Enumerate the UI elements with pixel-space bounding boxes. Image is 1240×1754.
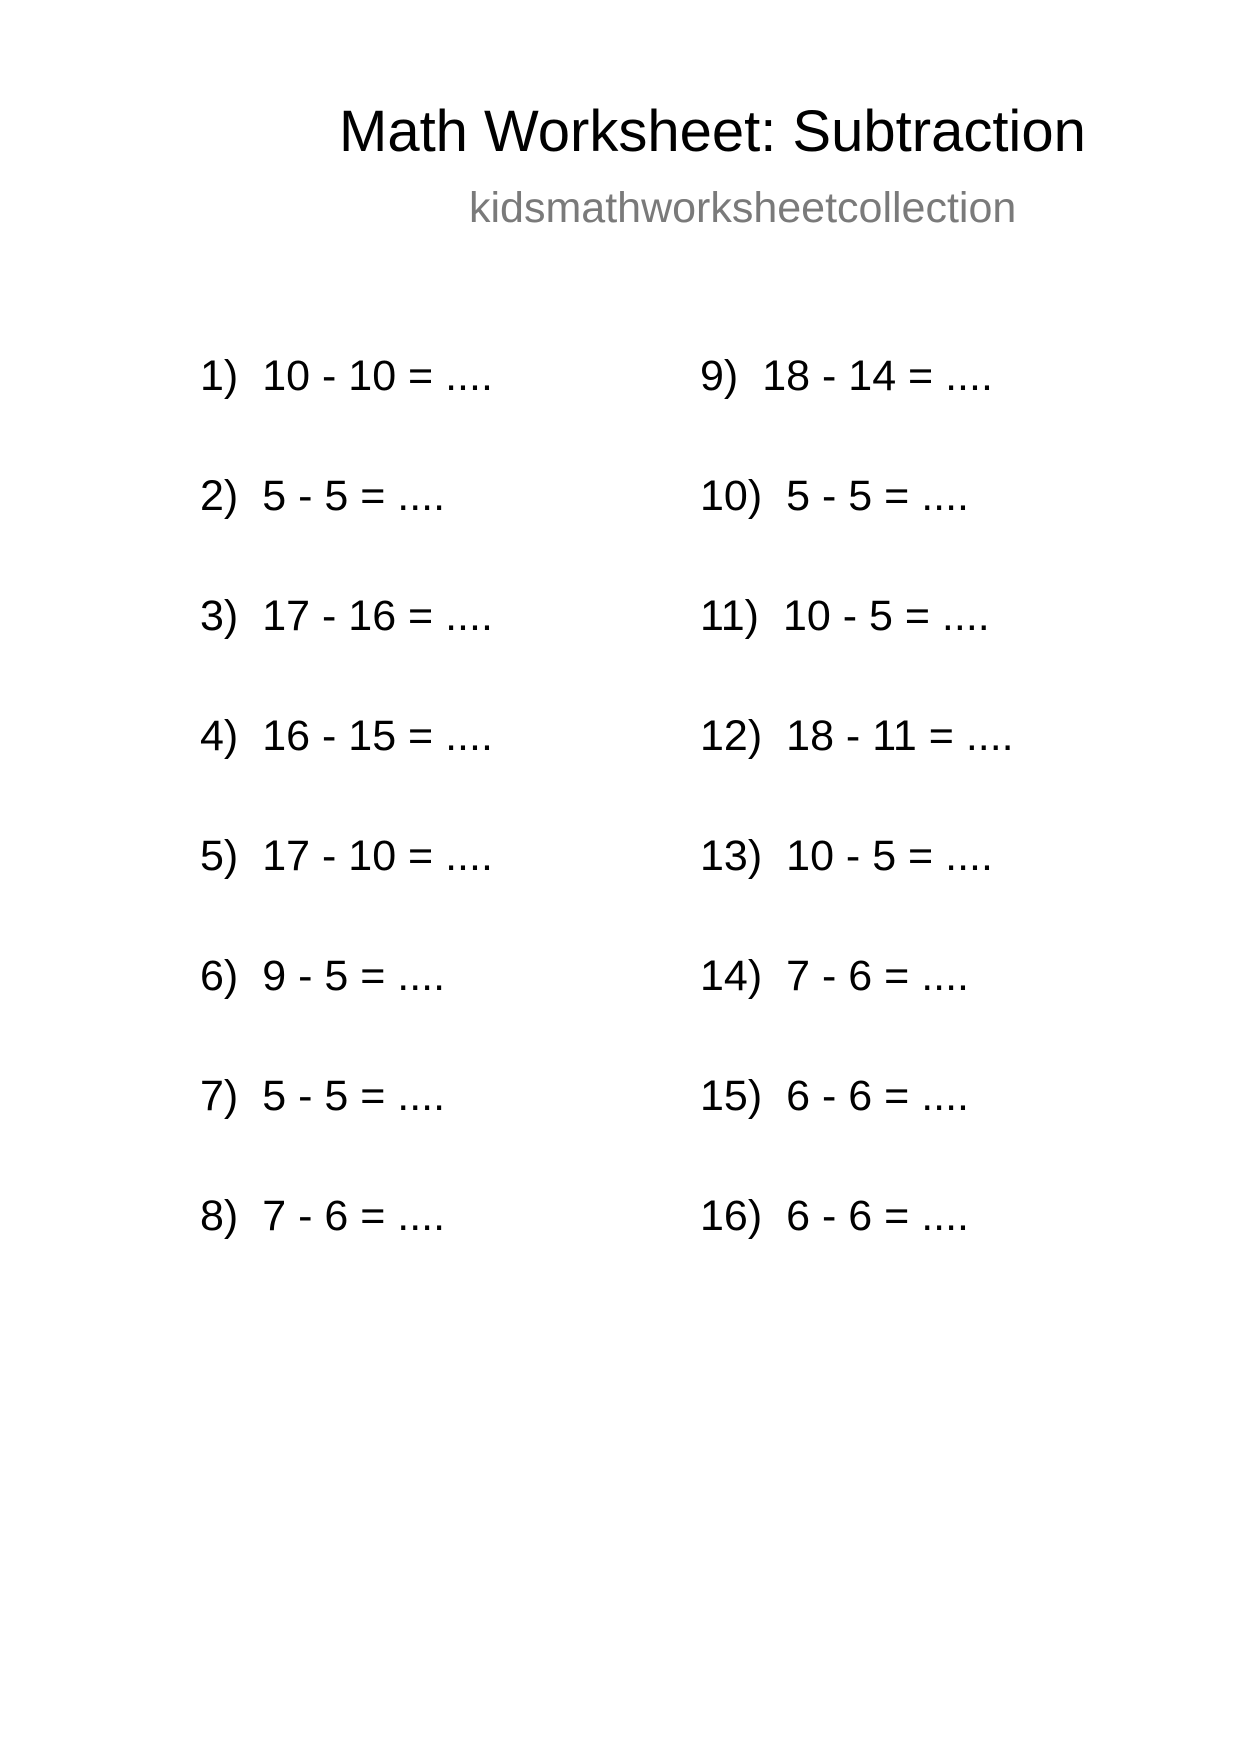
problem-10 (700, 470, 969, 522)
page-subtitle: kidsmathworksheetcollection (469, 184, 1017, 232)
problem-expression: 5 - 5 = .... (786, 472, 969, 520)
problem-expression: 18 - 11 = .... (786, 712, 1014, 760)
problem-expression: 10 - 5 = .... (782, 592, 990, 640)
problem-number: 6) (200, 952, 239, 1000)
problem-number: 16) (700, 1192, 763, 1240)
problem-12 (700, 710, 1014, 762)
problem-4 (200, 710, 493, 762)
problem-number: 14) (700, 952, 763, 1000)
problem-7 (200, 1070, 445, 1122)
problem-number: 3) (200, 592, 239, 640)
problem-14 (700, 950, 969, 1002)
problem-expression: 6 - 6 = .... (786, 1192, 969, 1240)
problem-number: 12) (700, 712, 763, 760)
problem-13 (700, 830, 993, 882)
problem-expression: 16 - 15 = .... (262, 712, 493, 760)
problem-expression: 5 - 5 = .... (262, 472, 446, 520)
problem-number: 9) (700, 352, 739, 400)
problem-expression: 7 - 6 = .... (262, 1192, 446, 1240)
problem-8 (200, 1190, 445, 1242)
problem-number: 4) (200, 712, 239, 760)
problem-number: 1) (200, 352, 239, 400)
problem-3 (200, 590, 493, 642)
problem-expression: 5 - 5 = .... (262, 1072, 446, 1120)
problem-expression: 17 - 16 = .... (262, 592, 493, 640)
problem-expression: 10 - 10 = .... (262, 352, 493, 400)
problem-16 (700, 1190, 969, 1242)
problem-number: 5) (200, 832, 239, 880)
problem-6 (200, 950, 445, 1002)
problem-5 (200, 830, 493, 882)
page-title: Math Worksheet: Subtraction (339, 99, 1086, 164)
problem-2 (200, 470, 445, 522)
problem-expression: 18 - 14 = .... (762, 352, 993, 400)
problem-expression: 9 - 5 = .... (262, 952, 446, 1000)
problem-number: 8) (200, 1192, 239, 1240)
problem-1 (200, 350, 493, 402)
problem-15 (700, 1070, 969, 1122)
problem-number: 13) (700, 832, 763, 880)
problem-number: 7) (200, 1072, 239, 1120)
problem-number: 15) (700, 1072, 763, 1120)
problem-number: 11) (700, 592, 759, 640)
problem-expression: 17 - 10 = .... (262, 832, 493, 880)
problem-expression: 7 - 6 = .... (786, 952, 969, 1000)
problem-9 (700, 350, 993, 402)
problem-expression: 6 - 6 = .... (786, 1072, 969, 1120)
problem-number: 10) (700, 472, 763, 520)
problem-number: 2) (200, 472, 239, 520)
problem-11 (700, 590, 990, 642)
problem-expression: 10 - 5 = .... (786, 832, 993, 880)
